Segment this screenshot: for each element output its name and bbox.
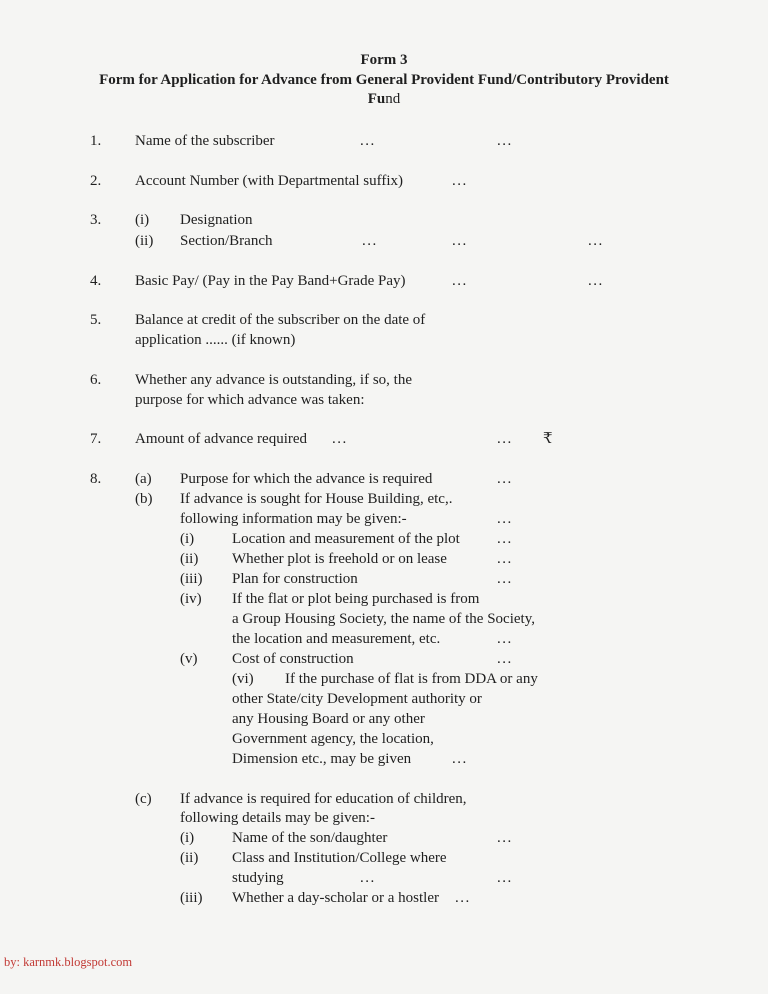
form-text: Basic Pay/ (Pay in the Pay Band+Grade Pay) — [135, 273, 406, 289]
item-8c-iii — [0, 888, 768, 908]
form-text: Name of the subscriber — [135, 133, 275, 149]
dotted-placeholder: ... — [497, 551, 513, 567]
form-text: 5. — [90, 312, 102, 328]
item-5-line-1 — [0, 310, 768, 330]
dotted-placeholder: ... — [360, 133, 376, 149]
dotted-placeholder: ... — [497, 531, 513, 547]
item-6-line-2 — [0, 390, 768, 410]
form-text: (v) — [180, 651, 198, 667]
item-8a — [0, 469, 768, 489]
item-3-i — [0, 210, 768, 230]
form-text: (ii) — [180, 551, 199, 567]
dotted-placeholder: ... — [497, 511, 513, 527]
form-text: Government agency, the location, — [232, 731, 434, 747]
form-text: 7. — [90, 431, 102, 447]
form-text: If the flat or plot being purchased is from — [232, 591, 480, 607]
form-text: the location and measurement, etc. — [232, 631, 441, 647]
dotted-placeholder: ... — [452, 173, 468, 189]
dotted-placeholder: ... — [455, 890, 471, 906]
form-text: a Group Housing Society, the name of the Society, — [232, 611, 535, 627]
dotted-placeholder: ... — [452, 751, 468, 767]
form-text: purpose for which advance was taken: — [135, 392, 365, 408]
item-8b-ii — [0, 549, 768, 569]
form-text: (b) — [135, 491, 153, 507]
form-number-title: Form 3 — [360, 52, 408, 68]
form-text: If advance is required for education of children, — [180, 791, 467, 807]
form-text: Whether any advance is outstanding, if so, the — [135, 372, 413, 388]
item-7 — [0, 429, 768, 449]
dotted-placeholder: ... — [497, 471, 513, 487]
item-4 — [0, 271, 768, 291]
dotted-placeholder: ... — [452, 273, 468, 289]
form-title: Form for Application for Advance from General Provident Fund/Contributory Provident — [99, 72, 669, 88]
form-text: (iii) — [180, 890, 203, 906]
item-8b-iii — [0, 569, 768, 589]
item-8b-vi-line-5 — [0, 749, 768, 769]
item-8b-vi-line-4 — [0, 729, 768, 749]
dotted-placeholder: ... — [588, 233, 604, 249]
form-text: 2. — [90, 173, 102, 189]
form-text: If the purchase of flat is from DDA or any — [285, 671, 538, 687]
dotted-placeholder: ... — [360, 870, 376, 886]
item-8c-ii-line-2 — [0, 868, 768, 888]
item-3-ii — [0, 231, 768, 251]
item-8b-vi-line-3 — [0, 709, 768, 729]
item-6-line-1 — [0, 370, 768, 390]
form-text: (vi) — [232, 671, 254, 687]
form-text: following details may be given:- — [180, 810, 375, 826]
form-text: following information may be given:- — [180, 511, 407, 527]
form-text: Dimension etc., may be given — [232, 751, 412, 767]
form-text: 4. — [90, 273, 102, 289]
dotted-placeholder: ... — [497, 830, 513, 846]
form-text: (iv) — [180, 591, 202, 607]
dotted-placeholder: ... — [452, 233, 468, 249]
form-text: Account Number (with Departmental suffix) — [135, 173, 403, 189]
item-8b-iv-line-2 — [0, 609, 768, 629]
form-text: 3. — [90, 212, 102, 228]
form-text: Cost of construction — [232, 651, 354, 667]
item-1 — [0, 131, 768, 151]
form-text: application ...... (if known) — [135, 332, 296, 348]
form-text: (a) — [135, 471, 152, 487]
form-text: (i) — [180, 830, 195, 846]
item-8b-iv-line-1 — [0, 589, 768, 609]
form-text: any Housing Board or any other — [232, 711, 425, 727]
rupee-symbol: ₹ — [543, 431, 553, 447]
form-title-fund-bold: Fu — [367, 91, 386, 107]
form-text: (i) — [135, 212, 150, 228]
form-text: studying — [232, 870, 284, 886]
dotted-placeholder: ... — [588, 273, 604, 289]
form-text: Whether a day-scholar or a hostler — [232, 890, 439, 906]
item-8b-vi-line-1 — [0, 669, 768, 689]
item-8b-v — [0, 649, 768, 669]
item-8b-line-2 — [0, 509, 768, 529]
dotted-placeholder: ... — [362, 233, 378, 249]
item-8b-iv-line-3 — [0, 629, 768, 649]
dotted-placeholder: ... — [497, 631, 513, 647]
item-5-line-2 — [0, 330, 768, 350]
form-text: (ii) — [180, 850, 199, 866]
dotted-placeholder: ... — [332, 431, 348, 447]
dotted-placeholder: ... — [497, 431, 513, 447]
item-8b-vi-line-2 — [0, 689, 768, 709]
form-text: Class and Institution/College where — [232, 850, 447, 866]
form-text: 1. — [90, 133, 102, 149]
form-text: If advance is sought for House Building, etc,. — [180, 491, 453, 507]
form-text: (i) — [180, 531, 195, 547]
form-text: Purpose for which the advance is required — [180, 471, 433, 487]
form-text: (c) — [135, 791, 152, 807]
form-title-fund-rest: nd — [385, 91, 401, 107]
form-text: Plan for construction — [232, 571, 358, 587]
form-text: 6. — [90, 372, 102, 388]
item-8c-line-2 — [0, 808, 768, 828]
item-8c-line-1 — [0, 789, 768, 809]
form-text: (iii) — [180, 571, 203, 587]
form-text: Location and measurement of the plot — [232, 531, 460, 547]
form-text: Whether plot is freehold or on lease — [232, 551, 447, 567]
item-8c-i — [0, 828, 768, 848]
form-title-continuation — [0, 90, 768, 109]
item-8b-line-1 — [0, 489, 768, 509]
dotted-placeholder: ... — [497, 571, 513, 587]
watermark-credit: by: karnmk.blogspot.com — [4, 955, 133, 969]
item-8c-ii-line-1 — [0, 848, 768, 868]
item-2 — [0, 171, 768, 191]
dotted-placeholder: ... — [497, 870, 513, 886]
dotted-placeholder: ... — [497, 651, 513, 667]
form-text: Amount of advance required — [135, 431, 308, 447]
item-8b-i — [0, 529, 768, 549]
form-text: 8. — [90, 471, 102, 487]
form-text: Section/Branch — [180, 233, 273, 249]
form-text: other State/city Development authority or — [232, 691, 482, 707]
form-text: (ii) — [135, 233, 154, 249]
dotted-placeholder: ... — [497, 133, 513, 149]
form-text: Name of the son/daughter — [232, 830, 388, 846]
form-text: Balance at credit of the subscriber on the date of — [135, 312, 426, 328]
form-text: Designation — [180, 212, 253, 228]
